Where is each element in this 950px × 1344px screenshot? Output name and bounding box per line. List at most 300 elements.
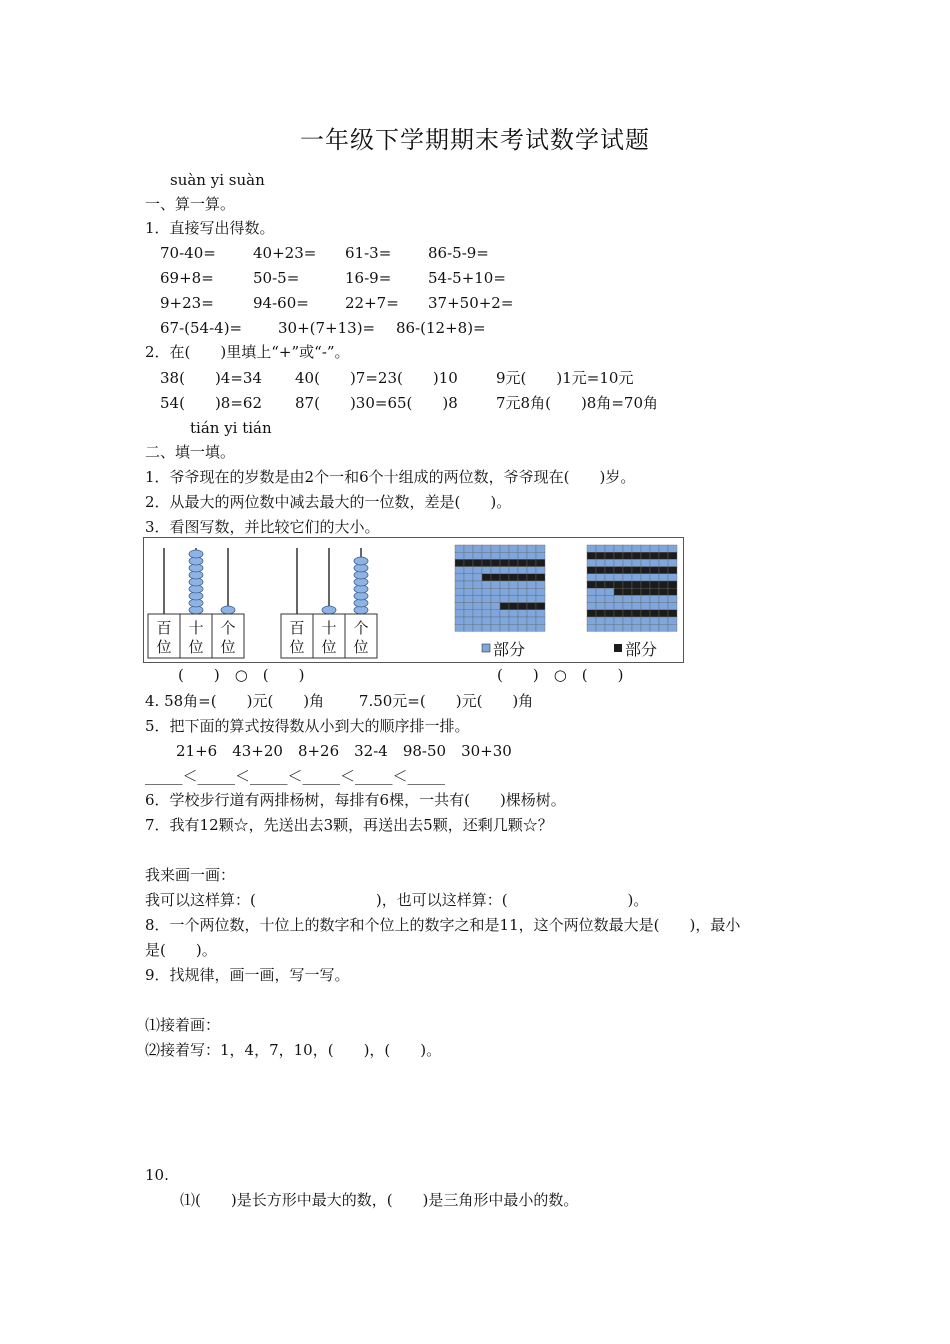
grid-cell (482, 603, 491, 610)
grid-cell (509, 552, 518, 559)
question-9-part-2: ⑵接着写：1，4，7，10，( )，( )。 (145, 1041, 442, 1059)
grid-cell (632, 552, 641, 559)
grid-cell (587, 567, 596, 574)
calc-item: 16-9= (345, 269, 392, 287)
grid-cell (536, 610, 545, 617)
fill-sign-item: 40( )7=23( )10 (295, 369, 458, 387)
grid-cell (650, 617, 659, 624)
grid-cell (650, 545, 659, 552)
grid-cell (473, 574, 482, 581)
grid-cell (482, 574, 491, 581)
grid-cell (668, 581, 677, 588)
grid-cell (632, 559, 641, 566)
pinyin-label: tián yi tián (190, 419, 272, 437)
grid-cell (632, 581, 641, 588)
pinyin-label: suàn yi suàn (170, 171, 265, 189)
calc-item: 67-(54-4)= (160, 319, 243, 337)
grid-cell (527, 581, 536, 588)
grid-cell (614, 624, 623, 631)
grid-cell (587, 617, 596, 624)
grid-cell (605, 610, 614, 617)
grid-cell (632, 595, 641, 602)
grid-cell (464, 595, 473, 602)
grid-cell (527, 617, 536, 624)
grid-cell (455, 574, 464, 581)
abacus-label-ones-top: 个 (353, 619, 369, 637)
grid-cell (491, 617, 500, 624)
fill-question-2: 2．从最大的两位数中减去最大的一位数，差是( )。 (145, 493, 512, 511)
grid-cell (650, 603, 659, 610)
grid-cell (596, 610, 605, 617)
grid-cell (614, 559, 623, 566)
grid-cell (614, 617, 623, 624)
grid-cell (464, 588, 473, 595)
grid-cell (473, 559, 482, 566)
grid-cell (641, 624, 650, 631)
grid-cell (491, 595, 500, 602)
grid-cell (464, 617, 473, 624)
fill-question-7: 7．我有12颗☆，先送出去3颗，再送出去5颗，还剩几颗☆？ (145, 816, 553, 834)
grid-cell (632, 574, 641, 581)
grid-cell (491, 559, 500, 566)
question-10: 10. (145, 1166, 169, 1184)
section-heading-1: 一、算一算。 (145, 195, 236, 213)
calc-item: 54-5+10= (428, 269, 506, 287)
grid-cell (623, 603, 632, 610)
grid-cell (509, 610, 518, 617)
grid-cell (641, 595, 650, 602)
grid-cell (659, 559, 668, 566)
grid-cell (536, 624, 545, 631)
grid-cell (464, 603, 473, 610)
grid-cell (632, 624, 641, 631)
grid-cell (527, 595, 536, 602)
grid-cell (455, 603, 464, 610)
grid-cell (536, 588, 545, 595)
grid-cell (587, 581, 596, 588)
calc-item: 86-5-9= (428, 244, 489, 262)
grid-cell (527, 603, 536, 610)
grid-cell (659, 588, 668, 595)
grid-cell (482, 624, 491, 631)
grid-cell (668, 617, 677, 624)
grid-cell (623, 559, 632, 566)
grid-cell (659, 552, 668, 559)
grid-cell (641, 567, 650, 574)
grid-cell (518, 552, 527, 559)
grid-cell (623, 552, 632, 559)
grid-cell (596, 603, 605, 610)
grid-cell (614, 588, 623, 595)
grid-cell (641, 581, 650, 588)
grid-cell (659, 610, 668, 617)
grid-cell (464, 610, 473, 617)
grid-cell (596, 552, 605, 559)
grid-cell (614, 545, 623, 552)
grid-cell (509, 581, 518, 588)
abacus-bead (221, 606, 235, 614)
grid-cell (464, 624, 473, 631)
grid-cell (605, 559, 614, 566)
grid-cell (518, 624, 527, 631)
grid-cell (605, 545, 614, 552)
question-1: 1．直接写出得数。 (145, 219, 275, 237)
abacus-and-grid-figure (143, 537, 684, 663)
grid-cell (614, 567, 623, 574)
grid-cell (500, 595, 509, 602)
grid-cell (641, 588, 650, 595)
abacus-bead (322, 606, 336, 614)
grid-cell (500, 624, 509, 631)
grid-cell (482, 545, 491, 552)
grid-cell (518, 610, 527, 617)
grid-cell (455, 595, 464, 602)
grid-figure-left (455, 545, 545, 631)
question-2: 2．在( )里填上“+”或“-”。 (145, 343, 350, 361)
grid-cell (509, 567, 518, 574)
grid-cell (659, 574, 668, 581)
grid-cell (641, 545, 650, 552)
grid-cell (527, 567, 536, 574)
grid-cell (614, 581, 623, 588)
grid-cell (500, 559, 509, 566)
grid-cell (473, 581, 482, 588)
calc-item: 69+8= (160, 269, 214, 287)
grid-cell (659, 581, 668, 588)
grid-cell (614, 595, 623, 602)
grid-cell (455, 545, 464, 552)
abacus-label-hundreds-top: 百 (156, 619, 172, 637)
grid-cell (455, 588, 464, 595)
grid-cell (605, 552, 614, 559)
grid-cell (500, 581, 509, 588)
abacus-label-ones-top: 个 (220, 619, 236, 637)
grid-cell (464, 552, 473, 559)
grid-cell (659, 617, 668, 624)
grid-cell (518, 559, 527, 566)
grid-cell (482, 581, 491, 588)
grid-cell (491, 567, 500, 574)
expression-list: 21+6 43+20 8+26 32-4 98-50 30+30 (176, 742, 512, 760)
grid-cell (527, 552, 536, 559)
grid-cell (596, 595, 605, 602)
grid-cell (668, 559, 677, 566)
abacus-label-tens-top: 十 (188, 619, 204, 637)
grid-figure-right (587, 545, 677, 631)
grid-cell (668, 588, 677, 595)
legend-dark-label: 部分 (625, 640, 658, 659)
grid-cell (623, 545, 632, 552)
grid-cell (518, 588, 527, 595)
grid-cell (650, 567, 659, 574)
grid-cell (518, 545, 527, 552)
calc-item: 22+7= (345, 294, 399, 312)
grid-cell (482, 552, 491, 559)
grid-cell (587, 603, 596, 610)
abacus-bead (189, 550, 203, 558)
fill-question-5: 5．把下面的算式按得数从小到大的顺序排一排。 (145, 717, 470, 735)
grid-cell (473, 595, 482, 602)
fill-question-8-cont: 是( )。 (145, 941, 217, 959)
grid-cell (500, 603, 509, 610)
grid-cell (500, 567, 509, 574)
grid-cell (650, 559, 659, 566)
abacus-label-tens-top: 十 (321, 619, 337, 637)
fill-sign-item: 54( )8=62 (160, 394, 262, 412)
grid-cell (491, 545, 500, 552)
grid-cell (536, 595, 545, 602)
calc-item: 86-(12+8)= (396, 319, 486, 337)
grid-cell (509, 603, 518, 610)
grid-cell (482, 588, 491, 595)
calc-item: 30+(7+13)= (278, 319, 376, 337)
grid-cell (632, 545, 641, 552)
grid-cell (455, 567, 464, 574)
grid-cell (527, 559, 536, 566)
grid-cell (623, 581, 632, 588)
grid-cell (587, 610, 596, 617)
grid-cell (641, 552, 650, 559)
grid-cell (518, 567, 527, 574)
grid-cell (632, 603, 641, 610)
abacus-bead (354, 557, 368, 565)
grid-cell (518, 603, 527, 610)
grid-cell (650, 574, 659, 581)
grid-cell (509, 545, 518, 552)
grid-cell (659, 603, 668, 610)
grid-cell (509, 595, 518, 602)
fill-question-9: 9．找规律，画一画，写一写。 (145, 966, 350, 984)
legend-dark-swatch (614, 644, 622, 652)
grid-cell (500, 588, 509, 595)
abacus-label-hundreds-bottom: 位 (156, 638, 172, 656)
grid-cell (650, 624, 659, 631)
grid-cell (464, 567, 473, 574)
grid-cell (536, 617, 545, 624)
fill-sign-item: 38( )4=34 (160, 369, 262, 387)
grid-cell (668, 624, 677, 631)
grid-cell (596, 588, 605, 595)
grid-cell (455, 581, 464, 588)
draw-prompt: 我来画一画： (145, 866, 236, 884)
grid-cell (536, 581, 545, 588)
grid-cell (659, 567, 668, 574)
abacus-label-tens-bottom: 位 (188, 638, 204, 656)
grid-cell (596, 617, 605, 624)
compare-blanks-right: ( ) ○ ( ) (497, 666, 624, 684)
grid-cell (650, 552, 659, 559)
grid-cell (623, 610, 632, 617)
grid-cell (473, 624, 482, 631)
grid-cell (455, 552, 464, 559)
grid-cell (650, 595, 659, 602)
grid-cell (527, 545, 536, 552)
grid-cell (500, 617, 509, 624)
grid-cell (659, 624, 668, 631)
fill-sign-item: 87( )30=65( )8 (295, 394, 458, 412)
grid-cell (605, 588, 614, 595)
grid-cell (632, 588, 641, 595)
grid-cell (623, 567, 632, 574)
grid-cell (455, 610, 464, 617)
grid-cell (623, 574, 632, 581)
grid-cell (596, 545, 605, 552)
grid-cell (455, 624, 464, 631)
grid-cell (536, 559, 545, 566)
compare-blanks-left: ( ) ○ ( ) (178, 666, 305, 684)
grid-cell (605, 581, 614, 588)
grid-cell (605, 603, 614, 610)
grid-cell (587, 624, 596, 631)
calc-item: 40+23= (253, 244, 317, 262)
grid-cell (668, 595, 677, 602)
abacus-label-ones-bottom: 位 (353, 638, 369, 656)
grid-cell (614, 552, 623, 559)
grid-cell (587, 559, 596, 566)
grid-cell (668, 552, 677, 559)
grid-cell (632, 610, 641, 617)
grid-cell (605, 574, 614, 581)
grid-cell (500, 545, 509, 552)
grid-cell (605, 617, 614, 624)
grid-cell (482, 559, 491, 566)
grid-cell (605, 567, 614, 574)
grid-cell (605, 624, 614, 631)
grid-cell (641, 559, 650, 566)
grid-cell (455, 559, 464, 566)
grid-cell (509, 588, 518, 595)
grid-cell (587, 552, 596, 559)
grid-cell (527, 610, 536, 617)
grid-cell (491, 588, 500, 595)
grid-cell (482, 617, 491, 624)
grid-cell (587, 588, 596, 595)
section-heading-2: 二、填一填。 (145, 443, 236, 461)
grid-cell (455, 617, 464, 624)
grid-cell (596, 574, 605, 581)
grid-cell (509, 624, 518, 631)
grid-cell (596, 624, 605, 631)
grid-cell (473, 617, 482, 624)
legend-blue-swatch (482, 644, 490, 652)
grid-cell (473, 567, 482, 574)
grid-cell (668, 567, 677, 574)
calc-item: 50-5= (253, 269, 300, 287)
grid-cell (464, 545, 473, 552)
grid-cell (464, 574, 473, 581)
grid-cell (536, 545, 545, 552)
calc-item: 61-3= (345, 244, 392, 262)
question-10-part-1: ⑴( )是长方形中最大的数，( )是三角形中最小的数。 (180, 1191, 579, 1209)
fill-sign-item: 9元( )1元=10元 (496, 369, 634, 387)
grid-cell (623, 617, 632, 624)
grid-cell (536, 567, 545, 574)
grid-cell (509, 617, 518, 624)
grid-cell (482, 610, 491, 617)
legend-blue-label: 部分 (493, 640, 526, 659)
grid-cell (473, 588, 482, 595)
abacus-label-hundreds-top: 百 (289, 619, 305, 637)
grid-cell (632, 617, 641, 624)
question-9-part-1: ⑴接着画： (145, 1016, 221, 1034)
abacus-label-ones-bottom: 位 (220, 638, 236, 656)
calc-item: 9+23= (160, 294, 214, 312)
grid-cell (650, 588, 659, 595)
grid-cell (614, 603, 623, 610)
grid-cell (668, 574, 677, 581)
grid-cell (527, 588, 536, 595)
calculation-ways: 我可以这样算：( )，也可以这样算：( )。 (145, 891, 649, 909)
grid-cell (500, 574, 509, 581)
calc-item: 70-40= (160, 244, 216, 262)
abacus-label-tens-bottom: 位 (321, 638, 337, 656)
grid-cell (668, 610, 677, 617)
grid-cell (491, 574, 500, 581)
grid-cell (473, 552, 482, 559)
grid-cell (536, 552, 545, 559)
grid-cell (500, 610, 509, 617)
grid-cell (587, 545, 596, 552)
grid-cell (464, 559, 473, 566)
grid-cell (596, 559, 605, 566)
grid-cell (668, 603, 677, 610)
grid-cell (491, 603, 500, 610)
fill-question-8: 8．一个两位数，十位上的数字和个位上的数字之和是11，这个两位数最大是( )，最小 (145, 916, 741, 934)
grid-cell (509, 559, 518, 566)
fill-sign-item: 7元8角( )8角=70角 (496, 394, 658, 412)
grid-cell (500, 552, 509, 559)
grid-cell (473, 610, 482, 617)
grid-cell (518, 617, 527, 624)
grid-cell (614, 610, 623, 617)
grid-cell (650, 610, 659, 617)
grid-cell (596, 581, 605, 588)
grid-cell (527, 624, 536, 631)
grid-cell (623, 588, 632, 595)
grid-cell (650, 581, 659, 588)
fill-question-3: 3．看图写数，并比较它们的大小。 (145, 518, 380, 536)
grid-cell (491, 552, 500, 559)
calc-item: 94-60= (253, 294, 309, 312)
grid-cell (473, 545, 482, 552)
grid-cell (632, 567, 641, 574)
grid-cell (623, 595, 632, 602)
grid-cell (668, 545, 677, 552)
grid-cell (659, 595, 668, 602)
grid-cell (491, 610, 500, 617)
grid-cell (509, 574, 518, 581)
fill-question-6: 6．学校步行道有两排杨树，每排有6棵，一共有( )棵杨树。 (145, 791, 566, 809)
grid-cell (659, 545, 668, 552)
page-title: 一年级下学期期末考试数学试题 (300, 126, 650, 154)
grid-cell (527, 574, 536, 581)
grid-cell (482, 567, 491, 574)
grid-cell (623, 624, 632, 631)
ordering-blanks: _____＜_____＜_____＜_____＜_____＜_____ (145, 767, 446, 785)
grid-cell (641, 574, 650, 581)
abacus-label-hundreds-bottom: 位 (289, 638, 305, 656)
grid-cell (518, 595, 527, 602)
fill-question-1: 1．爷爷现在的岁数是由2个一和6个十组成的两位数，爷爷现在( )岁。 (145, 468, 636, 486)
grid-cell (641, 603, 650, 610)
grid-cell (518, 581, 527, 588)
grid-cell (587, 595, 596, 602)
grid-cell (491, 581, 500, 588)
calc-item: 37+50+2= (428, 294, 514, 312)
grid-cell (641, 610, 650, 617)
grid-cell (587, 574, 596, 581)
grid-cell (605, 595, 614, 602)
